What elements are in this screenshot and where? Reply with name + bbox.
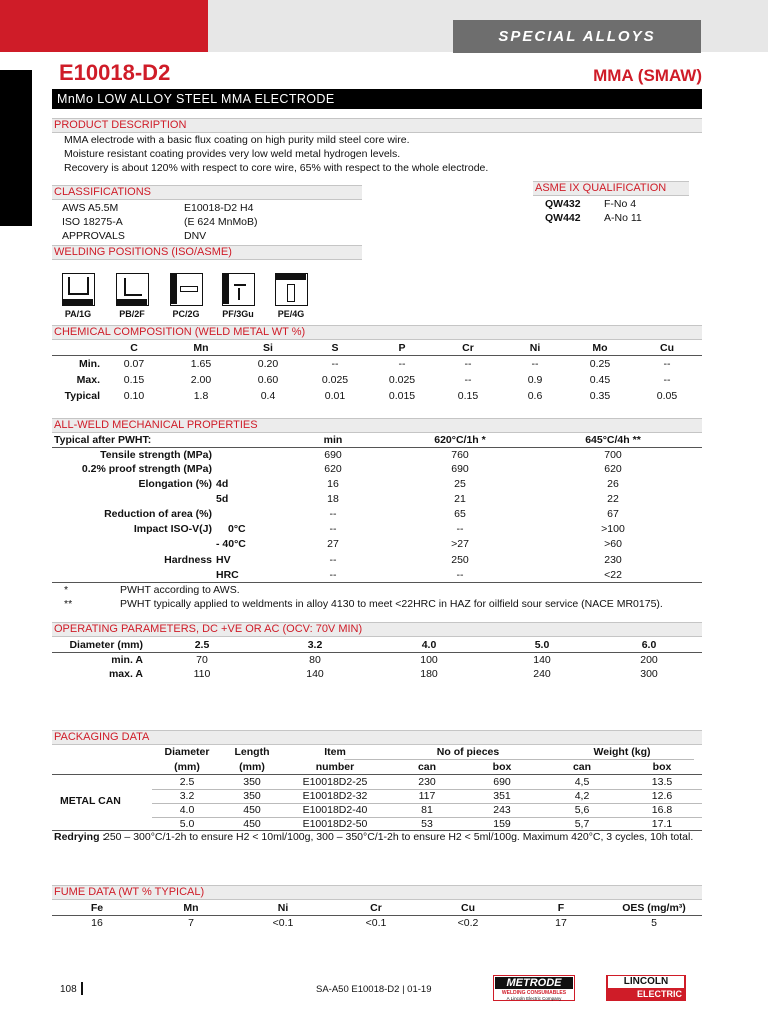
- fume-col-header: Cr: [370, 902, 382, 914]
- chem-value: --: [663, 374, 671, 386]
- fume-col-header: F: [557, 902, 565, 914]
- mech-col-header: min: [323, 434, 343, 446]
- chem-row-min: [52, 357, 702, 371]
- mech-row: [52, 492, 702, 506]
- mech-value: 16: [327, 478, 339, 490]
- oper-value: 5.0: [534, 639, 550, 651]
- fume-value: <0.1: [272, 917, 294, 929]
- pack-value: 4,2: [574, 790, 590, 802]
- mech-value: >100: [601, 523, 625, 535]
- fume-header-row: [52, 901, 702, 915]
- position-label: PF/3Gu: [222, 309, 254, 319]
- chem-col-header: Ni: [529, 342, 541, 354]
- footnote-text: PWHT according to AWS.: [120, 584, 240, 596]
- mech-value: --: [456, 569, 464, 581]
- position-4g-icon: [275, 273, 308, 306]
- mech-value: --: [329, 523, 337, 535]
- chem-col-header: S: [331, 342, 339, 354]
- pack-value: 5,7: [574, 818, 590, 830]
- fume-col-header: Cu: [461, 902, 475, 914]
- asme-value: F-No 4: [604, 198, 637, 210]
- pack-header-row-2: [52, 760, 702, 774]
- oper-value: 100: [420, 654, 438, 666]
- pack-value: 13.5: [651, 776, 673, 788]
- oper-row-label: max. A: [108, 668, 143, 680]
- chem-value: 0.07: [123, 358, 145, 370]
- pack-value: 350: [243, 776, 261, 788]
- lincoln-logo-text: LINCOLN: [608, 976, 684, 988]
- pack-group-label: METAL CAN: [60, 795, 121, 807]
- pack-value: 230: [418, 776, 436, 788]
- position-2f-icon: [116, 273, 149, 306]
- section-chemical-composition: CHEMICAL COMPOSITION (WELD METAL WT %): [52, 325, 702, 340]
- pack-value: 450: [243, 804, 261, 816]
- pack-value: 5.0: [179, 818, 195, 830]
- mech-value: 760: [451, 449, 469, 461]
- oper-row-max: [52, 667, 702, 681]
- mech-value: --: [456, 523, 464, 535]
- redrying-label: Redrying :: [54, 831, 106, 843]
- pack-value: 2.5: [179, 776, 195, 788]
- pack-value: 53: [421, 818, 433, 830]
- classification-key: ISO 18275-A: [62, 216, 123, 228]
- mech-value: 250: [451, 554, 469, 566]
- header-red-band: [0, 0, 208, 52]
- pack-value: E10018D2-50: [302, 818, 368, 830]
- mech-value: 25: [454, 478, 466, 490]
- mech-value: <22: [604, 569, 622, 581]
- pack-header: No of pieces: [436, 746, 500, 758]
- chem-value: 0.10: [123, 390, 145, 402]
- mech-row-sub: 0°C: [228, 523, 246, 535]
- mech-row-sub: 5d: [216, 493, 229, 505]
- oper-value: 180: [420, 668, 438, 680]
- fume-col-header: OES (mg/m³): [622, 902, 686, 914]
- footnote-marker: *: [64, 584, 69, 596]
- product-subtitle: MnMo LOW ALLOY STEEL MMA ELECTRODE: [52, 89, 702, 109]
- mech-value: 18: [327, 493, 339, 505]
- section-classifications: CLASSIFICATIONS: [52, 185, 362, 200]
- mech-row-label: Elongation (%): [138, 478, 212, 490]
- mech-value: 620: [604, 463, 622, 475]
- pack-header-row: [52, 745, 702, 759]
- mech-row-label: Hardness: [164, 554, 212, 566]
- mech-value: 21: [454, 493, 466, 505]
- fume-value: 5: [651, 917, 657, 929]
- position-label: PE/4G: [277, 309, 305, 319]
- chem-value: --: [464, 358, 472, 370]
- rule: [52, 355, 702, 356]
- oper-value: 6.0: [641, 639, 657, 651]
- page-number: 108: [60, 984, 77, 995]
- pack-value: 351: [493, 790, 511, 802]
- pack-header: Weight (kg): [593, 746, 651, 758]
- fume-col-header: Fe: [90, 902, 104, 914]
- position-3gu-icon: [222, 273, 255, 306]
- footnote-marker: **: [64, 598, 73, 610]
- mech-value: 690: [324, 449, 342, 461]
- pack-value: 4.0: [179, 804, 195, 816]
- pack-header: (mm): [239, 761, 265, 773]
- chem-col-header: Cu: [660, 342, 674, 354]
- chem-row-label: Min.: [79, 358, 100, 370]
- fume-value: <0.1: [365, 917, 387, 929]
- fume-value-row: [52, 916, 702, 930]
- pack-value: 5,6: [574, 804, 590, 816]
- metrode-logo-text: METRODE: [495, 977, 573, 989]
- mech-value: 65: [454, 508, 466, 520]
- mech-col-header: 645°C/4h **: [585, 434, 641, 446]
- mech-row: [52, 568, 702, 582]
- pack-header: can: [417, 761, 437, 773]
- metrode-logo-sub2: A Lincoln Electric Company: [506, 996, 562, 1001]
- chem-value: --: [663, 358, 671, 370]
- oper-value: 2.5: [194, 639, 210, 651]
- chem-value: 0.05: [656, 390, 678, 402]
- mech-value: 700: [604, 449, 622, 461]
- pack-value: 690: [493, 776, 511, 788]
- pack-header: Diameter: [164, 746, 210, 758]
- chem-value: 0.25: [589, 358, 611, 370]
- pack-header: can: [572, 761, 592, 773]
- chem-header-row: [52, 341, 702, 355]
- chem-value: 0.45: [589, 374, 611, 386]
- fume-value: 17: [555, 917, 567, 929]
- description-line: Recovery is about 120% with respect to core wire, 65% with respect to the whole electrode.: [64, 162, 489, 174]
- pack-value: 159: [493, 818, 511, 830]
- oper-row-min: [52, 653, 702, 667]
- mech-row: [52, 507, 702, 521]
- section-asme-qualification: ASME IX QUALIFICATION: [533, 181, 689, 196]
- chem-col-header: Si: [263, 342, 273, 354]
- mech-value: --: [329, 554, 337, 566]
- mech-col-header: 620°C/1h *: [434, 434, 486, 446]
- mech-row-sub: HRC: [216, 569, 239, 581]
- pack-value: 3.2: [179, 790, 195, 802]
- mech-row: [52, 462, 702, 476]
- mech-value: 26: [607, 478, 619, 490]
- chem-value: --: [398, 358, 406, 370]
- asme-key: QW432: [545, 198, 581, 210]
- fume-col-header: Mn: [183, 902, 199, 914]
- position-label: PC/2G: [172, 309, 200, 319]
- chem-value: 0.9: [527, 374, 543, 386]
- pack-row: [52, 817, 702, 831]
- pack-value: 117: [418, 790, 436, 802]
- fume-value: 7: [188, 917, 194, 929]
- chem-value: 1.8: [193, 390, 209, 402]
- mech-value: >27: [451, 538, 469, 550]
- mech-row-label: Reduction of area (%): [104, 508, 212, 520]
- oper-value: 300: [640, 668, 658, 680]
- mech-row-sub: 4d: [216, 478, 229, 490]
- position-1g-icon: [62, 273, 95, 306]
- oper-row-label: Diameter (mm): [69, 639, 143, 651]
- pack-value: E10018D2-40: [302, 804, 368, 816]
- asme-value: A-No 11: [604, 212, 642, 224]
- mech-row: [52, 448, 702, 462]
- pack-value: 350: [243, 790, 261, 802]
- mech-value: 27: [327, 538, 339, 550]
- process-label: MMA (SMAW): [593, 66, 702, 85]
- chem-value: 1.65: [190, 358, 212, 370]
- fume-value: <0.2: [457, 917, 479, 929]
- position-2g-icon: [170, 273, 203, 306]
- pack-header: Item: [324, 746, 346, 758]
- side-tab: [0, 70, 32, 226]
- pack-header: number: [315, 761, 355, 773]
- mech-row: [52, 553, 702, 567]
- mech-row-label: 0.2% proof strength (MPa): [81, 463, 212, 475]
- asme-key: QW442: [545, 212, 581, 224]
- section-packaging-data: PACKAGING DATA: [52, 730, 702, 745]
- mech-row-sub: - 40°C: [216, 538, 246, 550]
- mech-row-label: Impact ISO-V(J): [133, 523, 212, 535]
- pack-header: (mm): [174, 761, 200, 773]
- chem-row-max: [52, 373, 702, 387]
- oper-value: 3.2: [307, 639, 323, 651]
- chem-col-header: C: [130, 342, 138, 354]
- section-mechanical-properties: ALL-WELD MECHANICAL PROPERTIES: [52, 418, 702, 433]
- pack-header: box: [652, 761, 672, 773]
- chem-col-header: Cr: [462, 342, 474, 354]
- chem-value: 0.025: [388, 374, 416, 386]
- chem-row-typical: [52, 389, 702, 403]
- classification-value: E10018-D2 H4: [184, 202, 254, 214]
- mech-value: --: [329, 569, 337, 581]
- oper-value: 200: [640, 654, 658, 666]
- chem-value: 2.00: [190, 374, 212, 386]
- oper-value: 110: [193, 668, 211, 680]
- document-code: SA-A50 E10018-D2 | 01-19: [316, 984, 432, 995]
- chem-row-label: Max.: [76, 374, 100, 386]
- pack-value: E10018D2-32: [302, 790, 368, 802]
- pack-value: 4,5: [574, 776, 590, 788]
- section-fume-data: FUME DATA (WT % TYPICAL): [52, 885, 702, 900]
- mech-value: 22: [607, 493, 619, 505]
- section-operating-parameters: OPERATING PARAMETERS, DC +VE OR AC (OCV: 70V MIN): [52, 622, 702, 637]
- pack-value: E10018D2-25: [302, 776, 368, 788]
- chem-value: 0.4: [260, 390, 276, 402]
- mech-row-sub: HV: [216, 554, 231, 566]
- chem-value: 0.01: [324, 390, 346, 402]
- classification-key: AWS A5.5M: [62, 202, 119, 214]
- special-alloys-banner: SPECIAL ALLOYS: [453, 20, 701, 53]
- mech-value: 620: [324, 463, 342, 475]
- pack-value: 81: [421, 804, 433, 816]
- position-label: PB/2F: [119, 309, 145, 319]
- chem-value: --: [464, 374, 472, 386]
- mech-row-label: Tensile strength (MPa): [100, 449, 212, 461]
- pack-header: box: [492, 761, 512, 773]
- chem-value: --: [331, 358, 339, 370]
- position-label: PA/1G: [64, 309, 92, 319]
- chem-row-label: Typical: [64, 390, 100, 402]
- oper-value: 70: [196, 654, 208, 666]
- chem-value: 0.025: [321, 374, 349, 386]
- pack-value: 17.1: [651, 818, 673, 830]
- mech-header: Typical after PWHT:: [54, 434, 152, 446]
- classification-key: APPROVALS: [62, 230, 125, 242]
- chem-value: 0.6: [527, 390, 543, 402]
- pack-value: 450: [243, 818, 261, 830]
- electric-logo-text: ELECTRIC: [637, 989, 682, 999]
- classification-value: DNV: [184, 230, 207, 242]
- oper-value: 80: [309, 654, 321, 666]
- chem-value: 0.15: [123, 374, 145, 386]
- mech-row: [52, 522, 702, 536]
- oper-value: 4.0: [421, 639, 437, 651]
- pack-value: 16.8: [651, 804, 673, 816]
- mech-header-row: [52, 433, 702, 447]
- chem-value: 0.015: [388, 390, 416, 402]
- metrode-logo-sub: WELDING CONSUMABLES: [501, 990, 567, 996]
- chem-value: 0.15: [457, 390, 479, 402]
- chem-col-header: Mo: [592, 342, 608, 354]
- mech-value: 690: [451, 463, 469, 475]
- mech-row: [52, 477, 702, 491]
- pack-row: [52, 775, 702, 789]
- metrode-logo: [493, 975, 575, 1001]
- lincoln-electric-logo: [606, 975, 686, 1001]
- product-title: E10018-D2: [59, 60, 171, 85]
- footnote-text: PWHT typically applied to weldments in alloy 4130 to meet <22HRC in HAZ for oilfield sour service (NACE MR0175).: [120, 598, 663, 610]
- pack-header: Length: [234, 746, 270, 758]
- redrying-text: 250 – 300°C/1-2h to ensure H2 < 10ml/100g, 300 – 350°C/1-2h to ensure H2 < 5ml/100g. Maximum 420°C, 3 cycles, 10h total.: [104, 831, 694, 843]
- oper-value: 140: [533, 654, 551, 666]
- mech-value: 67: [607, 508, 619, 520]
- oper-value: 240: [533, 668, 551, 680]
- description-line: Moisture resistant coating provides very low weld metal hydrogen levels.: [64, 148, 401, 160]
- section-product-description: PRODUCT DESCRIPTION: [52, 118, 702, 133]
- chem-col-header: P: [398, 342, 406, 354]
- mech-row: [52, 537, 702, 551]
- pack-value: 243: [493, 804, 511, 816]
- oper-row-diameter: [52, 638, 702, 652]
- pack-value: 12.6: [651, 790, 673, 802]
- mech-value: >60: [604, 538, 622, 550]
- mech-value: --: [329, 508, 337, 520]
- pack-row: [52, 803, 702, 817]
- page-divider: [81, 982, 83, 995]
- fume-col-header: Ni: [277, 902, 289, 914]
- chem-value: 0.60: [257, 374, 279, 386]
- fume-value: 16: [91, 917, 103, 929]
- chem-value: 0.35: [589, 390, 611, 402]
- oper-row-label: min. A: [111, 654, 143, 666]
- description-line: MMA electrode with a basic flux coating on high purity mild steel core wire.: [64, 134, 410, 146]
- section-welding-positions: WELDING POSITIONS (ISO/ASME): [52, 245, 362, 260]
- oper-value: 140: [306, 668, 324, 680]
- chem-col-header: Mn: [193, 342, 209, 354]
- pack-row: [52, 789, 702, 803]
- classification-value: (E 624 MnMoB): [184, 216, 258, 228]
- chem-value: 0.20: [257, 358, 279, 370]
- mech-value: 230: [604, 554, 622, 566]
- chem-value: --: [531, 358, 539, 370]
